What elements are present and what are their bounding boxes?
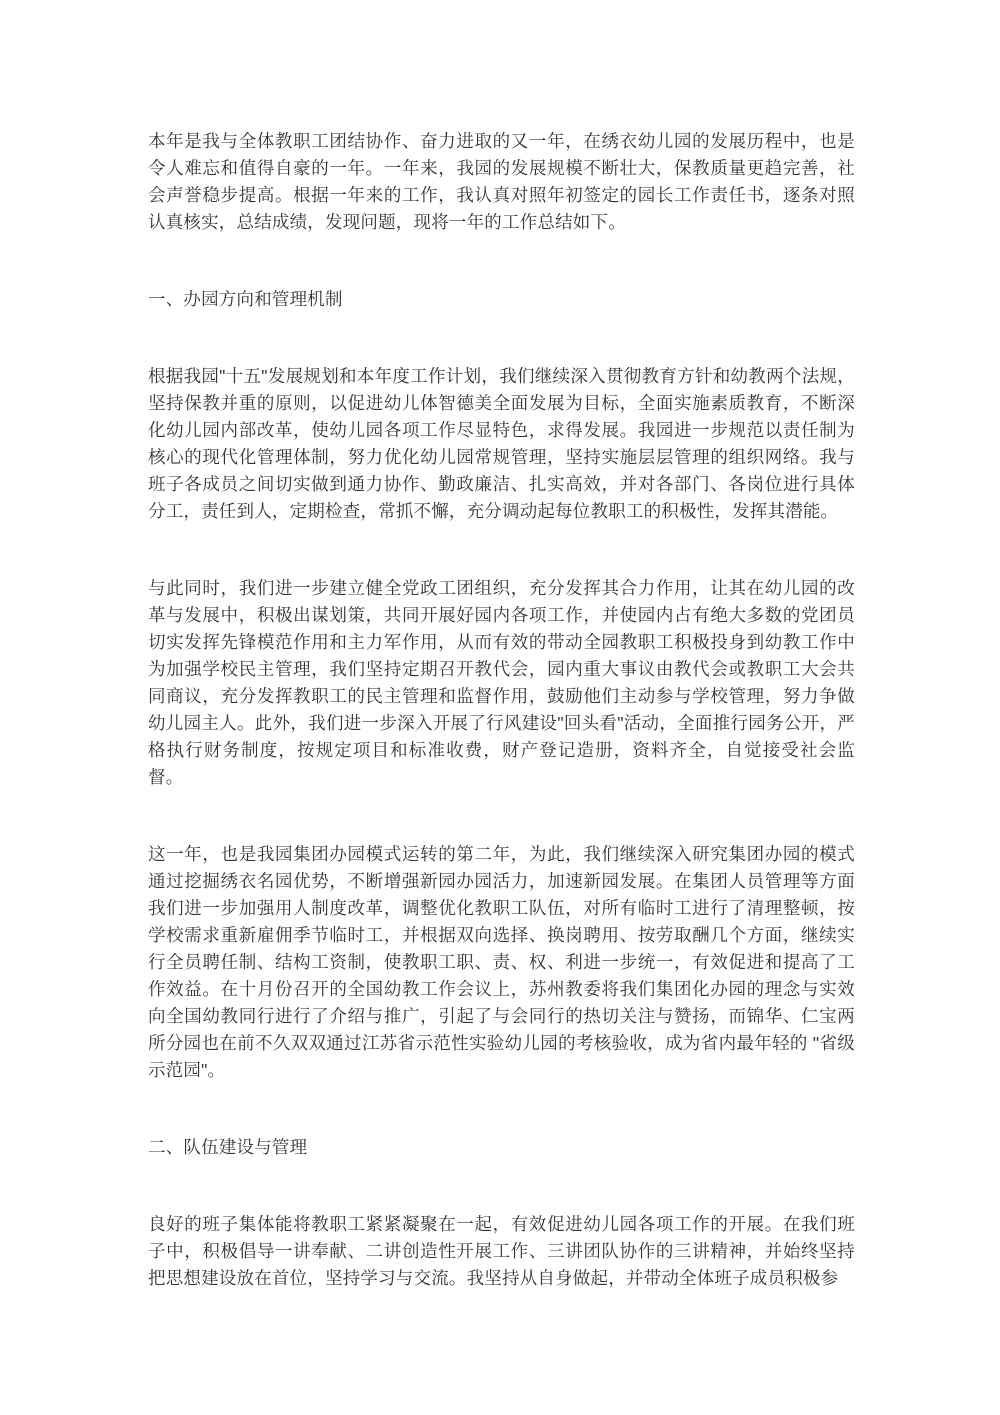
paragraph-section1-c: 这一年，也是我园集团办园模式运转的第二年，为此，我们继续深入研究集团办园的模式通过挖掘绣衣名园优势，不断增强新园办园活力，加速新园发展。在集团人员管理等方面我们进一步加强用人制度改革，调整优化教职工队伍，对所有临时工进行了清理整顿，按学校需求重新雇佣季节临时工，并根据双向选择、换岗聘用、按劳取酬几个方面，继续实行全员聘任制、结构工资制，使教职工职、责、权、利进一步统一，有效促进和提高了工作效益。在十月份召开的全国幼教工作会议上，苏州教委将我们集团化办园的理念与实效向全国幼教同行进行了介绍与推广，引起了与会同行的热切关注与赞扬，而锦华、仁宝两所分园也在前不久双双通过江苏省示范性实验幼儿园的考核验收，成为省内最年轻的 "省级示范园"。 (148, 844, 855, 1080)
paragraph-section1-a: 根据我园"十五"发展规划和本年度工作计划，我们继续深入贯彻教育方针和幼教两个法规，坚持保教并重的原则，以促进幼儿体智德美全面发展为目标，全面实施素质教育，不断深化幼儿园内部改革，使幼儿园各项工作尽显特色，求得发展。我园进一步规范以责任制为核心的现代化管理体制，努力优化幼儿园常规管理，坚持实施层层管理的组织网络。我与班子各成员之间切实做到通力协作、勤政廉洁、扎实高效，并对各部门、各岗位进行具体分工，责任到人，定期检查，常抓不懈，充分调动起每位教职工的积极性，发挥其潜能。 (148, 366, 855, 521)
section-heading-1: 一、办园方向和管理机制 (148, 289, 343, 309)
paragraph-section1-b: 与此同时，我们进一步建立健全党政工团组织，充分发挥其合力作用，让其在幼儿园的改革与发展中，积极出谋划策，共同开展好园内各项工作，并使园内占有绝大多数的党团员切实发挥先锋模范作用和主力军作用，从而有效的带动全园教职工积极投身到幼教工作中为加强学校民主管理，我们坚持定期召开教代会，园内重大事议由教代会或教职工大会共同商议，充分发挥教职工的民主管理和监督作用，鼓励他们主动参与学校管理，努力争做幼儿园主人。此外，我们进一步深入开展了行风建设"回头看"活动，全面推行园务公开，严格执行财务制度，按规定项目和标准收费，财产登记造册，资料齐全，自觉接受社会监督。 (148, 578, 855, 787)
paragraph-section2-a: 良好的班子集体能将教职工紧紧凝聚在一起，有效促进幼儿园各项工作的开展。在我们班子中，积极倡导一讲奉献、二讲创造性开展工作、三讲团队协作的三讲精神，并始终坚持把思想建设放在首位，坚持学习与交流。我坚持从自身做起，并带动全体班子成员积极参 (148, 1214, 855, 1288)
paragraph-intro: 本年是我与全体教职工团结协作、奋力进取的又一年，在绣衣幼儿园的发展历程中，也是令人难忘和值得自豪的一年。一年来，我园的发展规模不断壮大，保教质量更趋完善，社会声誉稳步提高。根据一年来的工作，我认真对照年初签定的园长工作责任书，逐条对照认真核实，总结成绩，发现问题，现将一年的工作总结如下。 (148, 131, 855, 232)
section-heading-2: 二、队伍建设与管理 (148, 1137, 308, 1157)
document-body (148, 128, 855, 1292)
